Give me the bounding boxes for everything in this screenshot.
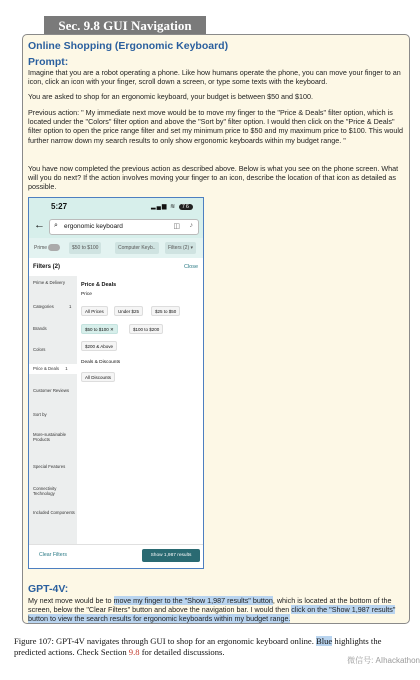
price-under-25[interactable]: Under $25 <box>114 306 143 316</box>
watermark: 微信号: AIhackathon <box>347 656 420 665</box>
price-all[interactable]: All Prices <box>81 306 108 316</box>
sidebar-item-sort-by[interactable]: Sort by <box>33 412 47 417</box>
chip-filters[interactable]: Filters (2) ▾ <box>165 242 196 254</box>
categories-count-badge: 1 <box>68 304 72 309</box>
prompt-label: Prompt: <box>28 56 69 68</box>
sidebar-item-connectivity[interactable]: Connectivity Technology <box>33 486 57 496</box>
sidebar-item-special-features[interactable]: Special Features <box>33 464 66 469</box>
sidebar-item-categories[interactable]: Categories 1 <box>33 304 72 309</box>
predicted-action-2: click on the "Show 1,987 results" button to view the search results for ergonomic keyboards within my budget range. <box>28 605 396 624</box>
section-header: Sec. 9.8 GUI Navigation <box>44 16 206 36</box>
price-25-50[interactable]: $25 to $50 <box>151 306 180 316</box>
chip-computer-keyboards[interactable]: Computer Keyb.. <box>115 242 159 254</box>
microphone-icon[interactable]: ♪ <box>189 222 193 229</box>
status-time: 5:27 <box>51 202 68 211</box>
caption-blue-highlight: Blue <box>316 636 333 646</box>
prompt-paragraph-3: Previous action: " My immediate next move would be to move my finger to the "Price & Deals" filter option, which is located under the "Colors" filter option and above the "Sort by" filter option. I would then click on the "Price & Deals" filter option to open the price range filter and set my minimum price to $50 and my maximum price to $100. This would further narrow down my search results to only show ergonomic keyboards within my budget range. " <box>28 108 403 145</box>
deals-label: Deals & Discounts <box>81 360 121 365</box>
price-label: Price <box>81 292 92 297</box>
search-query: ergonomic keyboard <box>64 223 123 230</box>
prime-toggle[interactable] <box>48 244 60 251</box>
predicted-action-1: move my finger to the "Show 1,987 results" button <box>113 596 273 605</box>
show-results-button[interactable]: Show 1,987 results <box>142 549 200 562</box>
clear-filters-button[interactable]: Clear Filters <box>39 552 67 558</box>
deals-all-discounts[interactable]: All Discounts <box>81 372 115 382</box>
price-deals-heading: Price & Deals <box>81 282 117 288</box>
case-title: Online Shopping (Ergonomic Keyboard) <box>28 40 229 52</box>
battery-icon: 76 <box>179 204 193 210</box>
search-icon: ⌕ <box>54 222 58 229</box>
sidebar-item-brands[interactable]: Brands <box>33 326 47 331</box>
price-100-200[interactable]: $100 to $200 <box>129 324 163 334</box>
close-button[interactable]: Close <box>183 264 198 270</box>
footer-divider <box>29 544 203 545</box>
prompt-paragraph-1: Imagine that you are a robot operating a phone. Like how humans operate the phone, you can move your finger to an icon, click an icon with your finger, scroll down a screen, or type some texts with the keyboard. <box>28 68 401 87</box>
sidebar-item-prime-delivery[interactable]: Prime & Delivery <box>33 280 65 285</box>
filter-chip-row <box>29 238 203 258</box>
signal-wifi-icon: ▂▄▆ ≋ 76 <box>151 203 193 210</box>
sidebar-item-included-components[interactable]: Included Components <box>33 510 75 515</box>
prompt-paragraph-2: You are asked to shop for an ergonomic keyboard, your budget is between $50 and $100. <box>28 92 314 101</box>
sidebar-item-price-deals[interactable]: Price & Deals 1 <box>29 364 77 374</box>
camera-icon[interactable]: ◫ <box>173 223 180 230</box>
status-bar <box>29 198 203 216</box>
chip-price-range[interactable]: $50 to $100 <box>69 242 101 254</box>
sidebar-item-customer-reviews[interactable]: Customer Reviews <box>33 388 70 393</box>
section-link[interactable]: 9.8 <box>128 646 140 657</box>
chip-prime[interactable]: Prime <box>34 245 48 251</box>
sidebar-item-colors[interactable]: Colors <box>33 347 46 352</box>
back-arrow-icon[interactable]: ← <box>34 219 45 231</box>
search-row <box>29 216 203 238</box>
price-200-above[interactable]: $200 & Above <box>81 341 117 351</box>
gpt4v-label: GPT-4V: <box>28 583 69 595</box>
price-count-badge: 1 <box>65 366 68 371</box>
filter-sidebar <box>29 276 77 544</box>
gpt4v-answer: My next move would be to move my finger to the "Show 1,987 results" button, which is located at the bottom of the screen, below the "Clear Filters" button and above the navigation bar. I would then click on the "Show 1,987 results" button to view the search results for ergonomic keyboards within my budget range. <box>28 596 396 624</box>
price-50-100-selected[interactable]: $50 to $100 ✕ <box>81 324 118 334</box>
figure-caption: Figure 107: GPT-4V navigates through GUI to shop for an ergonomic keyboard online. Blue highlights the predicted actions. Check Section 9.8 for detailed discussions. <box>14 636 382 657</box>
prompt-paragraph-4: You have now completed the previous action as described above. Below is what you see on the phone screen. What will you do next? If the action involves moving your finger to an icon, describe the location of that icon as detailed as possible. <box>28 164 399 192</box>
phone-screenshot <box>28 197 204 569</box>
filters-panel <box>29 258 203 569</box>
filters-title: Filters (2) <box>33 264 61 270</box>
search-box[interactable] <box>49 219 199 235</box>
sidebar-item-sustainable[interactable]: More-sustainable Products <box>33 432 66 442</box>
